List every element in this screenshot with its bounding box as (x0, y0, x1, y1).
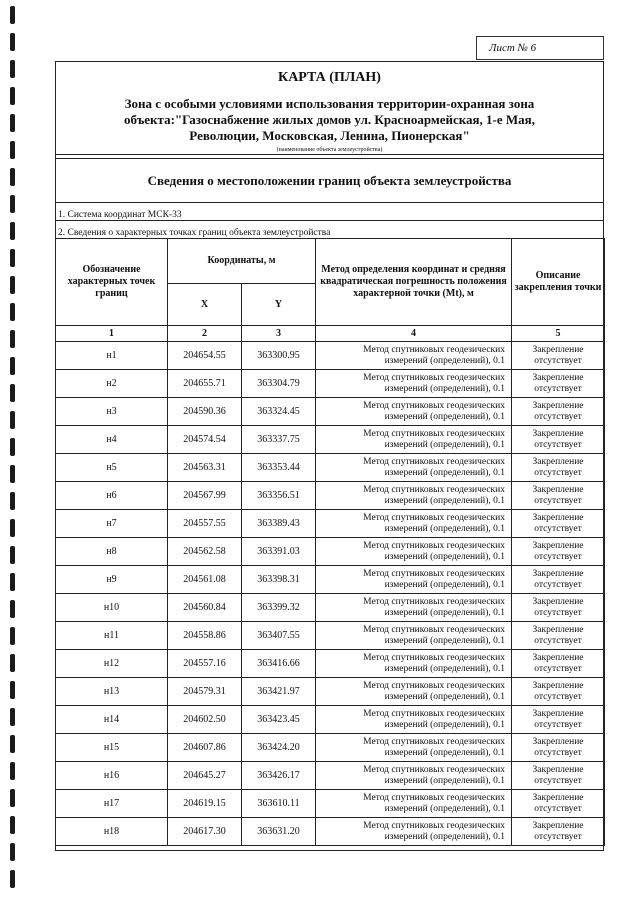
description-cell (512, 342, 605, 370)
method-cell (316, 594, 512, 622)
zone-line-1: Зона с особыми условиями использования территории-охранная зона (124, 96, 535, 111)
x-coordinate: 204655.71 (168, 370, 242, 398)
binding-hole (10, 708, 15, 726)
binding-hole (10, 573, 15, 591)
method-line-1: Метод спутниковых геодезических (363, 540, 506, 551)
col-header-x: X (168, 284, 242, 326)
x-coordinate: 204560.84 (168, 594, 242, 622)
y-coordinate: 363421.97 (242, 678, 316, 706)
binding-hole (10, 357, 15, 375)
binding-hole (10, 276, 15, 294)
description-line-1: Закрепление (532, 764, 584, 775)
method-line-1: Метод спутниковых геодезических (363, 652, 506, 663)
method-line-2: измерений (определений), 0.1 (384, 747, 506, 758)
boundary-points-table (55, 238, 605, 846)
binding-hole (10, 438, 15, 456)
y-coordinate: 363424.20 (242, 734, 316, 762)
table-row (56, 818, 605, 846)
point-label: н10 (56, 594, 168, 622)
description-line-1: Закрепление (532, 428, 584, 439)
description-line-1: Закрепление (532, 540, 584, 551)
y-coordinate: 363426.17 (242, 762, 316, 790)
binding-hole (10, 627, 15, 645)
method-cell (316, 678, 512, 706)
x-coordinate: 204602.50 (168, 706, 242, 734)
binding-hole (10, 384, 15, 402)
binding-hole (10, 195, 15, 213)
description-line-2: отсутствует (534, 803, 582, 814)
method-line-1: Метод спутниковых геодезических (363, 680, 506, 691)
binding-hole (10, 330, 15, 348)
binding-hole (10, 762, 15, 780)
column-index: 3 (242, 326, 316, 342)
binding-hole (10, 789, 15, 807)
description-cell (512, 622, 605, 650)
point-label: н11 (56, 622, 168, 650)
point-label: н18 (56, 818, 168, 846)
table-row (56, 566, 605, 594)
description-line-1: Закрепление (532, 820, 584, 831)
description-cell (512, 790, 605, 818)
object-name-caption: (наименование объекта землеустройства) (276, 147, 383, 153)
binding-hole (10, 681, 15, 699)
description-line-2: отсутствует (534, 411, 582, 422)
x-coordinate: 204567.99 (168, 482, 242, 510)
description-line-2: отсутствует (534, 691, 582, 702)
method-line-2: измерений (определений), 0.1 (384, 439, 506, 450)
method-line-1: Метод спутниковых геодезических (363, 512, 506, 523)
method-line-2: измерений (определений), 0.1 (384, 635, 506, 646)
description-line-2: отсутствует (534, 579, 582, 590)
table-row (56, 426, 605, 454)
description-cell (512, 454, 605, 482)
method-line-1: Метод спутниковых геодезических (363, 344, 506, 355)
description-line-1: Закрепление (532, 792, 584, 803)
y-coordinate: 363391.03 (242, 538, 316, 566)
method-line-1: Метод спутниковых геодезических (363, 764, 506, 775)
method-line-1: Метод спутниковых геодезических (363, 456, 506, 467)
method-line-1: Метод спутниковых геодезических (363, 708, 506, 719)
description-cell (512, 762, 605, 790)
binding-hole (10, 600, 15, 618)
description-cell (512, 706, 605, 734)
column-index: 2 (168, 326, 242, 342)
point-label: н15 (56, 734, 168, 762)
method-cell (316, 566, 512, 594)
method-line-1: Метод спутниковых геодезических (363, 624, 506, 635)
y-coordinate: 363407.55 (242, 622, 316, 650)
zone-line-3: Революции, Московская, Ленина, Пионерская" (189, 128, 470, 143)
sheet-number-box (476, 36, 604, 60)
y-coordinate: 363398.31 (242, 566, 316, 594)
method-line-2: измерений (определений), 0.1 (384, 719, 506, 730)
method-line-1: Метод спутниковых геодезических (363, 372, 506, 383)
method-cell (316, 790, 512, 818)
method-line-1: Метод спутниковых геодезических (363, 792, 506, 803)
binding-hole (10, 303, 15, 321)
x-coordinate: 204557.16 (168, 650, 242, 678)
point-label: н5 (56, 454, 168, 482)
table-row (56, 650, 605, 678)
point-label: н14 (56, 706, 168, 734)
description-line-1: Закрепление (532, 708, 584, 719)
point-label: н17 (56, 790, 168, 818)
table-row (56, 734, 605, 762)
table-row (56, 706, 605, 734)
description-cell (512, 734, 605, 762)
zone-line-2: объекта:"Газоснабжение жилых домов ул. Красноармейская, 1-е Мая, (124, 112, 535, 127)
x-coordinate: 204561.08 (168, 566, 242, 594)
y-coordinate: 363399.32 (242, 594, 316, 622)
table-row (56, 790, 605, 818)
x-coordinate: 204607.86 (168, 734, 242, 762)
point-label: н1 (56, 342, 168, 370)
description-line-1: Закрепление (532, 680, 584, 691)
method-line-2: измерений (определений), 0.1 (384, 467, 506, 478)
description-line-1: Закрепление (532, 736, 584, 747)
binding-holes (0, 0, 26, 905)
column-index-row (56, 326, 605, 342)
table-row (56, 482, 605, 510)
method-cell (316, 370, 512, 398)
points-caption-line: 2. Сведения о характерных точках границ объекта землеустройства (58, 228, 331, 238)
method-line-2: измерений (определений), 0.1 (384, 355, 506, 366)
binding-hole (10, 6, 15, 24)
description-line-1: Закрепление (532, 372, 584, 383)
description-line-2: отсутствует (534, 467, 582, 478)
zone-description (56, 96, 603, 144)
y-coordinate: 363356.51 (242, 482, 316, 510)
description-cell (512, 650, 605, 678)
x-coordinate: 204574.54 (168, 426, 242, 454)
binding-hole (10, 654, 15, 672)
coordinate-system-line: 1. Система координат МСК-33 (56, 205, 603, 221)
description-cell (512, 426, 605, 454)
y-coordinate: 363324.45 (242, 398, 316, 426)
method-line-2: измерений (определений), 0.1 (384, 831, 506, 842)
x-coordinate: 204557.55 (168, 510, 242, 538)
table-row (56, 678, 605, 706)
binding-hole (10, 168, 15, 186)
binding-hole (10, 546, 15, 564)
binding-hole (10, 222, 15, 240)
method-line-1: Метод спутниковых геодезических (363, 428, 506, 439)
binding-hole (10, 114, 15, 132)
binding-hole (10, 816, 15, 834)
y-coordinate: 363610.11 (242, 790, 316, 818)
method-line-1: Метод спутниковых геодезических (363, 400, 506, 411)
method-line-2: измерений (определений), 0.1 (384, 383, 506, 394)
description-cell (512, 818, 605, 846)
x-coordinate: 204645.27 (168, 762, 242, 790)
description-line-2: отсутствует (534, 775, 582, 786)
col-header-method: Метод определения координат и средняя квадратическая погрешность положения характерной точки (Mt), м (316, 239, 512, 326)
binding-hole (10, 843, 15, 861)
description-line-2: отсутствует (534, 719, 582, 730)
y-coordinate: 363304.79 (242, 370, 316, 398)
method-line-1: Метод спутниковых геодезических (363, 820, 506, 831)
description-cell (512, 370, 605, 398)
table-row (56, 762, 605, 790)
method-cell (316, 426, 512, 454)
description-line-2: отсутствует (534, 551, 582, 562)
x-coordinate: 204563.31 (168, 454, 242, 482)
point-label: н7 (56, 510, 168, 538)
description-line-2: отсутствует (534, 383, 582, 394)
binding-hole (10, 519, 15, 537)
column-index: 5 (512, 326, 605, 342)
description-line-2: отсутствует (534, 831, 582, 842)
y-coordinate: 363300.95 (242, 342, 316, 370)
table-row (56, 342, 605, 370)
method-cell (316, 762, 512, 790)
description-line-1: Закрепление (532, 624, 584, 635)
binding-hole (10, 870, 15, 888)
col-header-description: Описание закрепления точки (512, 239, 605, 326)
method-cell (316, 706, 512, 734)
point-label: н3 (56, 398, 168, 426)
description-cell (512, 566, 605, 594)
description-line-1: Закрепление (532, 652, 584, 663)
description-line-2: отсутствует (534, 747, 582, 758)
x-coordinate: 204558.86 (168, 622, 242, 650)
method-line-1: Метод спутниковых геодезических (363, 568, 506, 579)
binding-hole (10, 249, 15, 267)
table-row (56, 398, 605, 426)
col-header-y: Y (242, 284, 316, 326)
col-header-coordinates: Координаты, м (168, 239, 316, 284)
x-coordinate: 204654.55 (168, 342, 242, 370)
table-row (56, 454, 605, 482)
binding-hole (10, 60, 15, 78)
point-label: н2 (56, 370, 168, 398)
table-row (56, 622, 605, 650)
description-line-1: Закрепление (532, 484, 584, 495)
method-line-2: измерений (определений), 0.1 (384, 411, 506, 422)
description-cell (512, 594, 605, 622)
binding-hole (10, 141, 15, 159)
description-line-1: Закрепление (532, 344, 584, 355)
point-label: н9 (56, 566, 168, 594)
binding-hole (10, 87, 15, 105)
point-label: н12 (56, 650, 168, 678)
x-coordinate: 204617.30 (168, 818, 242, 846)
table-row (56, 510, 605, 538)
y-coordinate: 363353.44 (242, 454, 316, 482)
map-title: КАРТА (ПЛАН) (278, 70, 381, 85)
section-title: Сведения о местоположении границ объекта землеустройства (56, 158, 603, 203)
method-cell (316, 342, 512, 370)
x-coordinate: 204562.58 (168, 538, 242, 566)
description-cell (512, 482, 605, 510)
y-coordinate: 363423.45 (242, 706, 316, 734)
description-line-1: Закрепление (532, 456, 584, 467)
method-cell (316, 538, 512, 566)
binding-hole (10, 492, 15, 510)
description-line-2: отсутствует (534, 523, 582, 534)
column-index: 4 (316, 326, 512, 342)
description-line-1: Закрепление (532, 568, 584, 579)
description-cell (512, 510, 605, 538)
binding-hole (10, 735, 15, 753)
y-coordinate: 363389.43 (242, 510, 316, 538)
point-label: н13 (56, 678, 168, 706)
method-line-2: измерений (определений), 0.1 (384, 495, 506, 506)
method-line-2: измерений (определений), 0.1 (384, 663, 506, 674)
point-label: н6 (56, 482, 168, 510)
title-block (56, 62, 603, 155)
description-cell (512, 538, 605, 566)
method-cell (316, 734, 512, 762)
method-cell (316, 622, 512, 650)
description-line-2: отсутствует (534, 495, 582, 506)
sheet-number: Лист № 6 (489, 42, 537, 54)
description-line-2: отсутствует (534, 607, 582, 618)
x-coordinate: 204590.36 (168, 398, 242, 426)
column-index: 1 (56, 326, 168, 342)
method-cell (316, 454, 512, 482)
description-cell (512, 398, 605, 426)
binding-hole (10, 33, 15, 51)
description-line-2: отсутствует (534, 439, 582, 450)
description-line-1: Закрепление (532, 596, 584, 607)
method-cell (316, 398, 512, 426)
y-coordinate: 363416.66 (242, 650, 316, 678)
method-cell (316, 818, 512, 846)
method-line-2: измерений (определений), 0.1 (384, 607, 506, 618)
binding-hole (10, 465, 15, 483)
method-line-1: Метод спутниковых геодезических (363, 596, 506, 607)
table-row (56, 538, 605, 566)
method-cell (316, 650, 512, 678)
method-line-1: Метод спутниковых геодезических (363, 736, 506, 747)
method-line-1: Метод спутниковых геодезических (363, 484, 506, 495)
point-label: н8 (56, 538, 168, 566)
point-label: н4 (56, 426, 168, 454)
point-label: н16 (56, 762, 168, 790)
method-line-2: измерений (определений), 0.1 (384, 523, 506, 534)
document-frame (55, 61, 604, 851)
method-line-2: измерений (определений), 0.1 (384, 691, 506, 702)
method-line-2: измерений (определений), 0.1 (384, 775, 506, 786)
description-line-2: отсутствует (534, 635, 582, 646)
y-coordinate: 363631.20 (242, 818, 316, 846)
table-row (56, 370, 605, 398)
description-line-2: отсутствует (534, 663, 582, 674)
description-line-1: Закрепление (532, 400, 584, 411)
method-line-2: измерений (определений), 0.1 (384, 803, 506, 814)
method-cell (316, 510, 512, 538)
table-row (56, 594, 605, 622)
method-line-2: измерений (определений), 0.1 (384, 579, 506, 590)
method-line-2: измерений (определений), 0.1 (384, 551, 506, 562)
description-line-2: отсутствует (534, 355, 582, 366)
x-coordinate: 204619.15 (168, 790, 242, 818)
binding-hole (10, 411, 15, 429)
x-coordinate: 204579.31 (168, 678, 242, 706)
y-coordinate: 363337.75 (242, 426, 316, 454)
col-header-point: Обозначение характерных точек границ (56, 239, 168, 326)
description-cell (512, 678, 605, 706)
description-line-1: Закрепление (532, 512, 584, 523)
method-cell (316, 482, 512, 510)
